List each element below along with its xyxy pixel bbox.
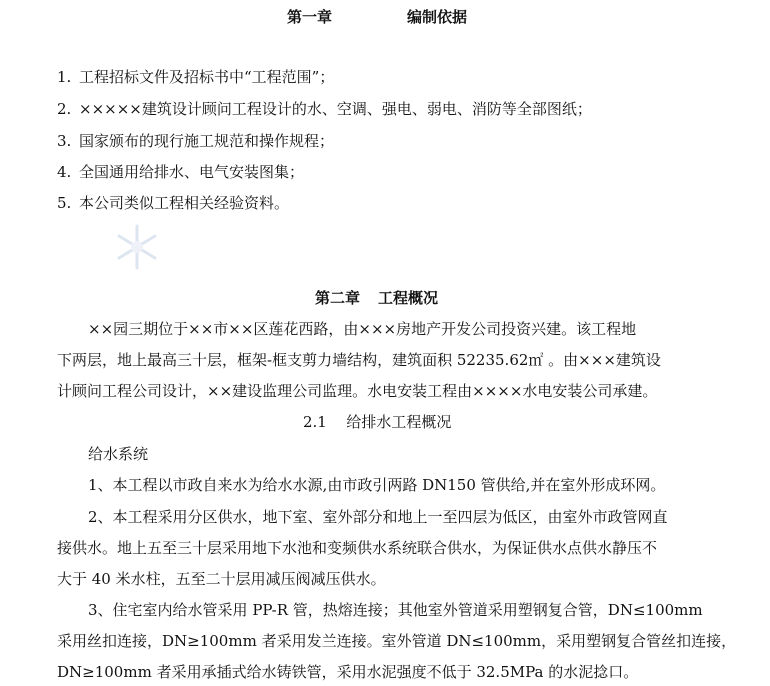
list-item-number: 2.	[57, 100, 72, 118]
chapter1-title: 编制依据	[407, 8, 468, 26]
watermark-snowflake-icon	[112, 222, 162, 272]
list-item-number: 5.	[57, 194, 72, 212]
paragraph-line: DN≥100mm 者采用承插式给水铸铁管，采用水泥强度不低于 32.5MPa 的水泥捻口。	[57, 663, 639, 681]
list-item-text: 工程招标文件及招标书中“工程范围”；	[79, 68, 335, 86]
list-item-text: 国家颁布的现行施工规范和操作规程；	[79, 132, 335, 150]
section-heading	[303, 412, 451, 432]
paragraph-line: 1、本工程以市政自来水为给水水源,由市政引两路 DN150 管供给,并在室外形成环网。	[88, 476, 666, 494]
list-item-number: 4.	[57, 163, 72, 181]
section-number: 2.1	[303, 413, 327, 431]
list-item	[57, 99, 592, 119]
paragraph-line: 3、住宅室内给水管采用 PP-R 管，热熔连接；其他室外管道采用塑钢复合管，DN≤100mm	[88, 601, 703, 619]
paragraph-line: 大于 40 米水柱，五至二十层用减压阀减压供水。	[57, 570, 386, 588]
list-item-number: 3.	[57, 132, 72, 150]
list-item	[57, 162, 304, 182]
list-item-number: 1.	[57, 68, 72, 86]
list-item-text: ×××××建筑设计顾问工程设计的水、空调、强电、弱电、消防等全部图纸；	[79, 100, 592, 118]
paragraph-line: 下两层，地上最高三十层，框架-框支剪力墙结构，建筑面积 52235.62㎡ 。由×××建筑设	[57, 351, 661, 369]
chapter2-label: 第二章	[315, 289, 361, 307]
section-title: 给排水工程概况	[346, 413, 452, 431]
subsection-title: 给水系统	[88, 445, 149, 463]
chapter1-label: 第一章	[287, 8, 333, 26]
list-item	[57, 67, 334, 87]
list-item	[57, 131, 334, 151]
paragraph-line: 2、本工程采用分区供水，地下室、室外部分和地上一至四层为低区，由室外市政管网直	[88, 508, 668, 526]
paragraph-line: 接供水。地上五至三十层采用地下水池和变频供水系统联合供水，为保证供水点供水静压不	[57, 539, 658, 557]
paragraph-line: 计顾问工程公司设计，××建设监理公司监理。水电安装工程由××××水电安装公司承建。	[57, 382, 658, 400]
list-item-text: 本公司类似工程相关经验资料。	[79, 194, 290, 212]
paragraph-line: 采用丝扣连接，DN≥100mm 者采用发兰连接。室外管道 DN≤100mm，采用塑钢复合管丝扣连接，	[57, 632, 737, 650]
list-item	[57, 193, 289, 213]
paragraph-line: ××园三期位于××市××区莲花西路，由×××房地产开发公司投资兴建。该工程地	[88, 320, 637, 338]
chapter2-title: 工程概况	[378, 289, 439, 307]
list-item-text: 全国通用给排水、电气安装图集；	[79, 163, 305, 181]
